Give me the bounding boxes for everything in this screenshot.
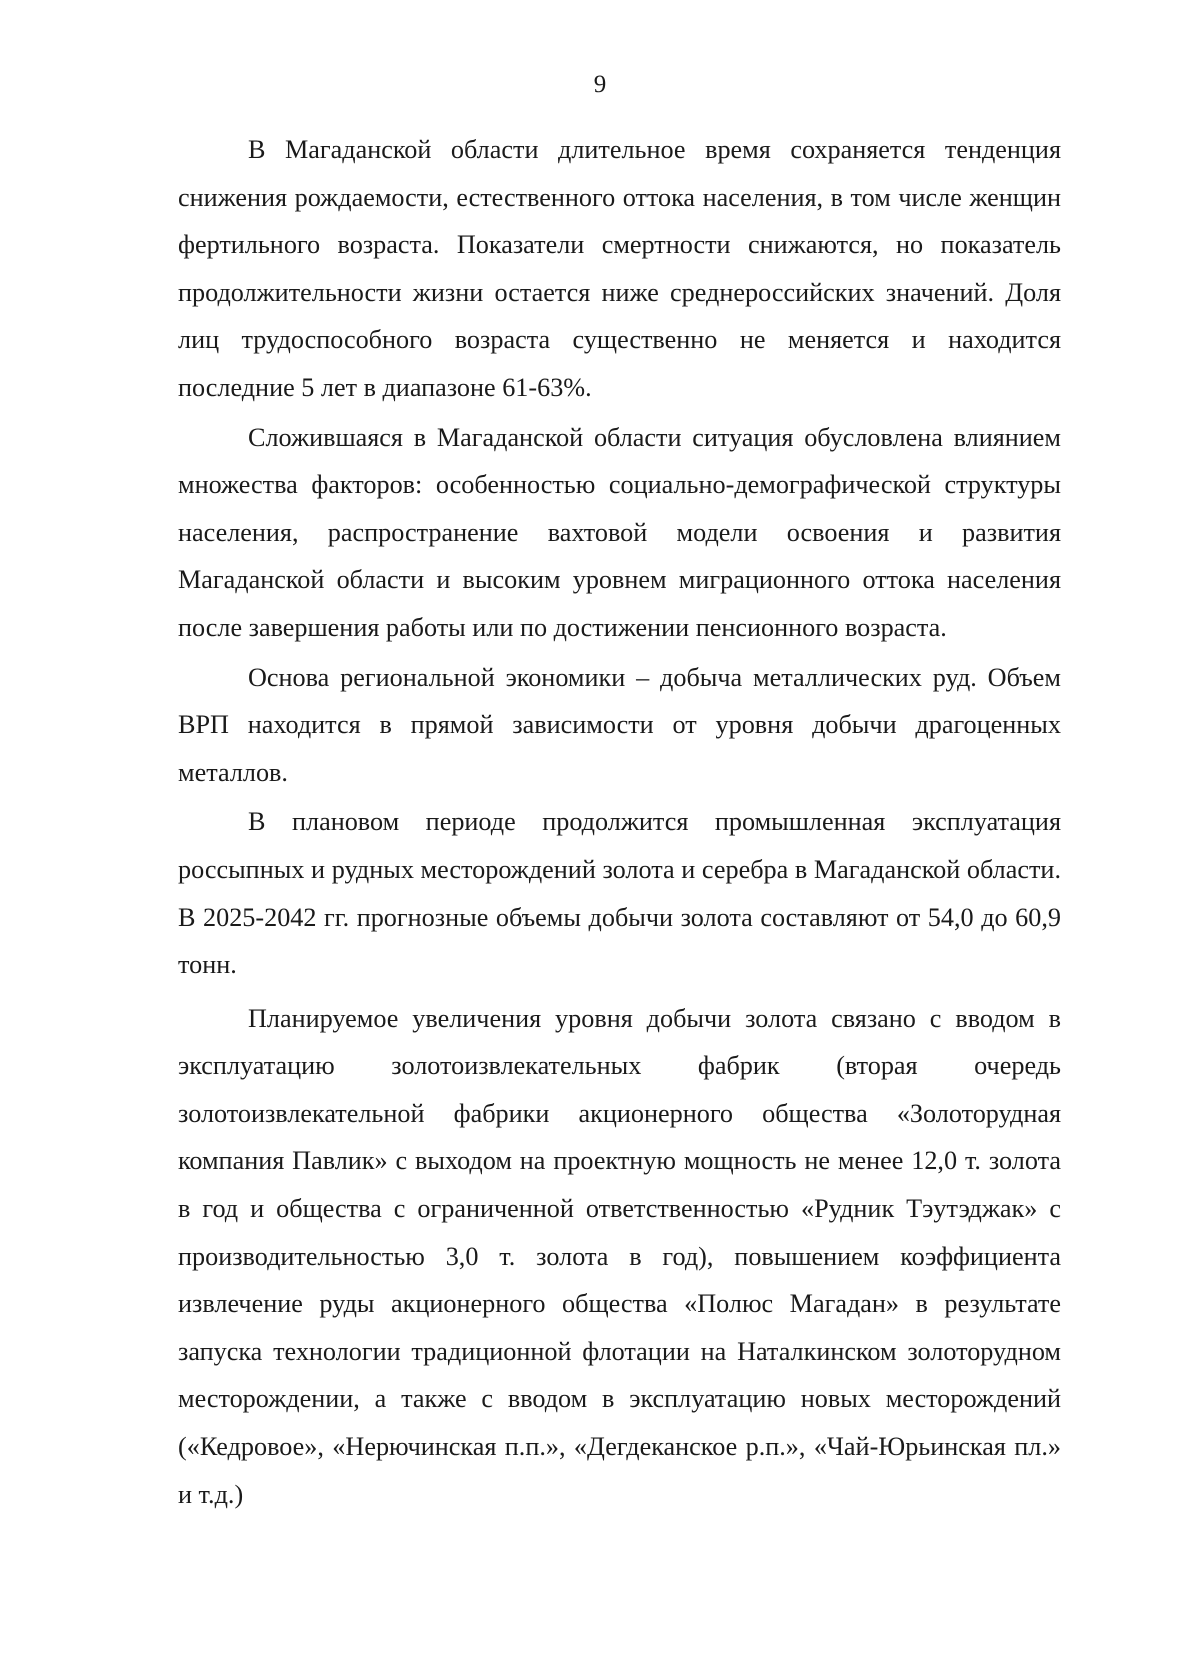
paragraph-gold-mining: Планируемое увеличения уровня добычи золота связано с вводом в эксплуатацию золотоизвлекательных фабрик (вторая очередь золотоизвлекательной фабрики акционерного общества «Золоторудная компания Павлик» с выходом на проектную мощность не менее 12,0 т. золота в год и общества с ограниченной ответственностью «Рудник Тэутэджак» с производительностью 3,0 т. золота в год), повышением коэффициента извлечение руды акционерного общества «Полюс Магадан» в результате запуска технологии традиционной флотации на Наталкинском золоторудном месторождении, а также с вводом в эксплуатацию новых месторождений («Кедровое», «Нерючинская п.п.», «Дегдеканское р.п.», «Чай-Юрьинская пл.» и т.д.) [178,1003,1061,1509]
paragraph-economy: Основа региональной экономики – добыча металлических руд. Объем ВРП находится в прямой зависимости от уровня добычи драгоценных металлов. [178,662,1061,787]
paragraph-demography: В Магаданской области длительное время сохраняется тенденция снижения рождаемости, естественного оттока населения, в том числе женщин фертильного возраста. Показатели смертности снижаются, но показатель продолжительности жизни остается ниже среднероссийских значений. Доля лиц трудоспособного возраста существенно не меняется и находится последние 5 лет в диапазоне 61-63%. [178,135,1061,402]
document-body [178,126,1061,1518]
paragraph-planned-period: В плановом периоде продолжится промышленная эксплуатация россыпных и рудных месторождений золота и серебра в Магаданской области. В 2025-2042 гг. прогнозные объемы добычи золота составляют от 54,0 до 60,9 тонн. [178,807,1061,980]
paragraph-factors: Сложившаяся в Магаданской области ситуация обусловлена влиянием множества факторов: особенностью социально-демографической структуры населения, распространение вахтовой модели освоения и развития Магаданской области и высоким уровнем миграционного оттока населения после завершения работы или по достижении пенсионного возраста. [178,422,1061,642]
page-number: 9 [593,71,607,98]
